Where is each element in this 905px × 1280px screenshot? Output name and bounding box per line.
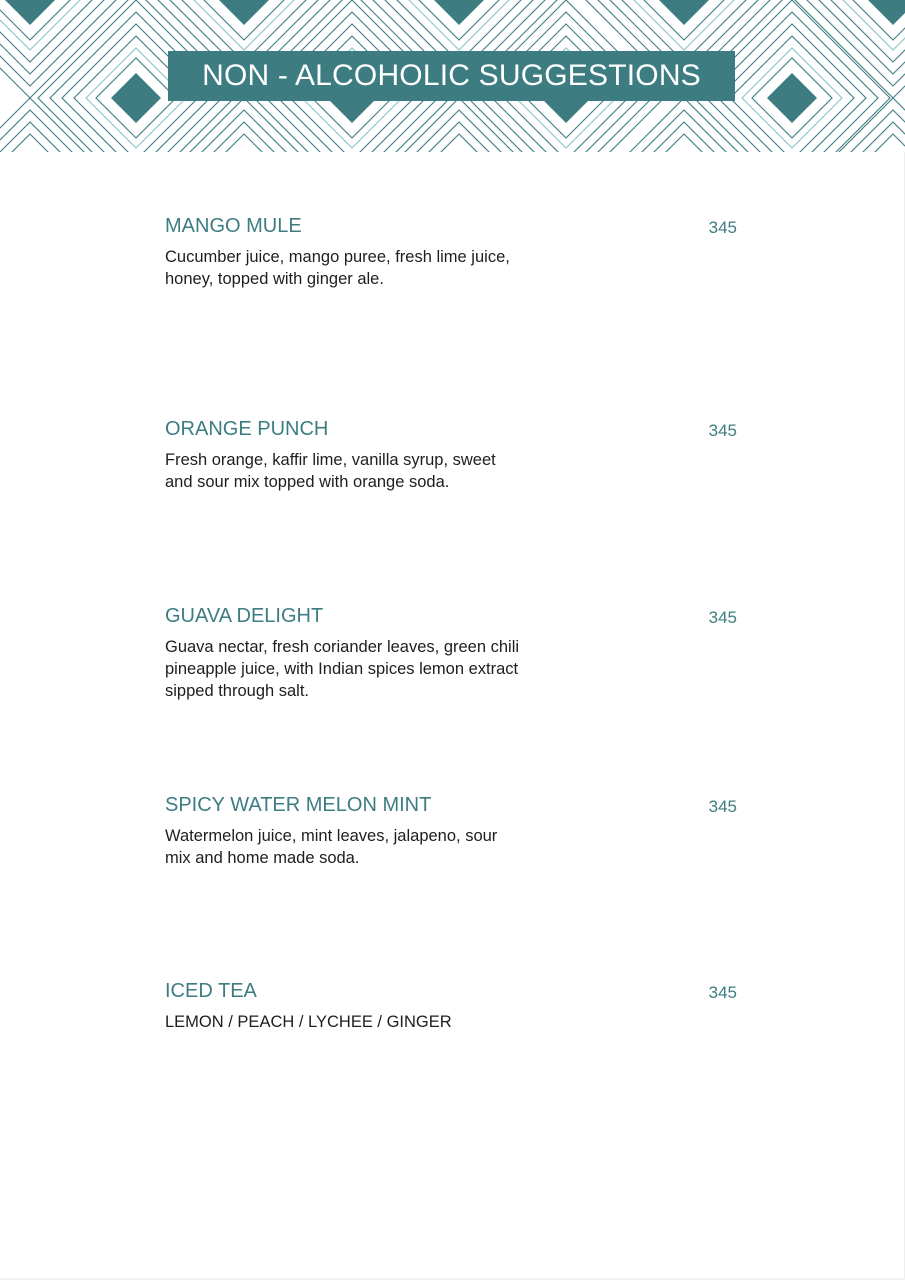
pattern-outline-diamond	[0, 110, 116, 152]
item-price: 345	[708, 797, 737, 816]
pattern-filled-diamond	[659, 0, 709, 25]
pattern-filled-diamond	[5, 0, 55, 25]
pattern-filled-diamond	[434, 0, 484, 25]
item-name: ORANGE PUNCH	[165, 418, 329, 440]
item-price: 345	[708, 983, 737, 1002]
pattern-outline-diamond	[182, 134, 306, 152]
pattern-outline-diamond	[361, 98, 557, 152]
item-name: ICED TEA	[165, 980, 257, 1002]
item-name: SPICY WATER MELON MINT	[165, 794, 432, 816]
item-description: LEMON / PEACH / LYCHEE / GINGER	[165, 1013, 452, 1031]
pattern-filled-diamond	[767, 73, 817, 123]
pattern-filled-diamond	[219, 0, 269, 25]
item-price: 345	[708, 608, 737, 627]
item-description: Cucumber juice, mango puree, fresh lime juice, honey, topped with ginger ale.	[165, 248, 510, 288]
pattern-outline-diamond	[0, 0, 92, 62]
pattern-outline-diamond	[397, 134, 521, 152]
pattern-outline-diamond	[610, 122, 758, 152]
item-price: 345	[708, 218, 737, 237]
pattern-outline-diamond	[0, 134, 92, 152]
pattern-filled-diamond	[111, 73, 161, 123]
pattern-outline-diamond	[170, 122, 318, 152]
pattern-outline-diamond	[385, 122, 533, 152]
item-description: Guava nectar, fresh coriander leaves, green chili pineapple juice, with Indian spices lemon extract sipped through salt.	[165, 638, 520, 700]
pattern-outline-diamond	[158, 110, 330, 152]
pattern-outline-diamond	[0, 0, 104, 74]
pattern-outline-diamond	[598, 110, 770, 152]
title-banner	[168, 51, 735, 101]
pattern-outline-diamond	[622, 134, 746, 152]
item-name: MANGO MULE	[165, 215, 302, 237]
item-price: 345	[708, 421, 737, 440]
page-title: NON - ALCOHOLIC SUGGESTIONS	[202, 59, 701, 92]
item-name: GUAVA DELIGHT	[165, 605, 324, 627]
pattern-outline-diamond	[795, 98, 905, 152]
item-description: Watermelon juice, mint leaves, jalapeno, sour mix and home made soda.	[165, 827, 498, 867]
pattern-outline-diamond	[373, 110, 545, 152]
item-description: Fresh orange, kaffir lime, vanilla syrup, sweet and sour mix topped with orange soda.	[165, 451, 496, 491]
